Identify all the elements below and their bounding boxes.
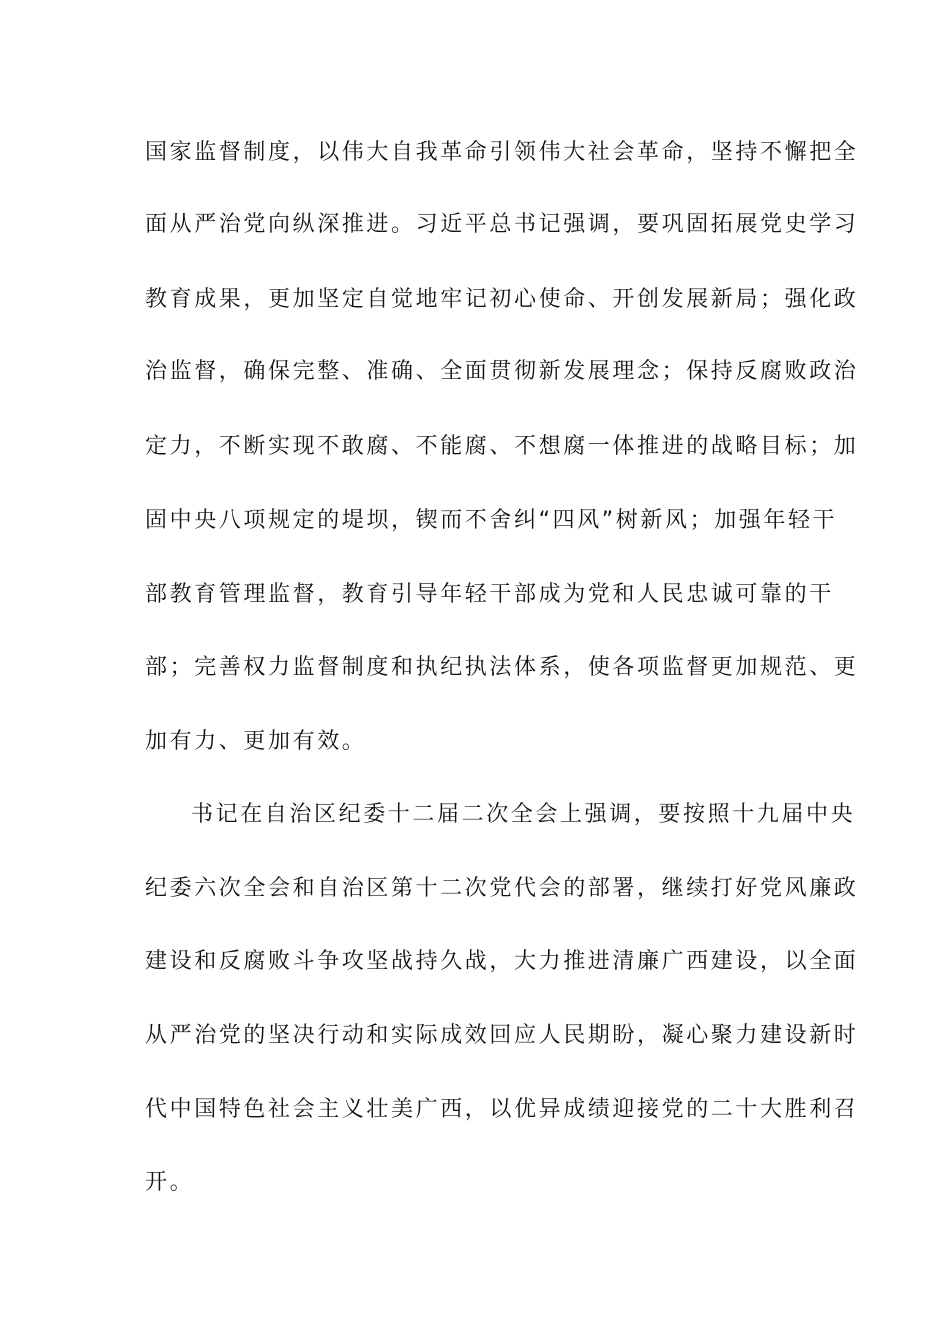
text-line: 教育成果，更加坚定自觉地牢记初心使命、开创发展新局；强化政 [145,287,859,312]
text-line: 定力，不断实现不敢腐、不能腐、不想腐一体推进的战略目标；加 [145,434,859,459]
text-line: 国家监督制度，以伟大自我革命引领伟大社会革命，坚持不懈把全 [145,140,859,165]
text-line: 固中央八项规定的堤坝，锲而不舍纠“四风”树新风；加强年轻干 [145,508,838,533]
text-line: 从严治党的坚决行动和实际成效回应人民期盼，凝心聚力建设新时 [145,1023,859,1048]
text-line: 加有力、更加有效。 [145,729,367,754]
text-line: 纪委六次全会和自治区第十二次党代会的部署，继续打好党风廉政 [145,876,859,901]
text-line: 代中国特色社会主义壮美广西，以优异成绩迎接党的二十大胜利召 [145,1097,859,1122]
text-line: 面从严治党向纵深推进。习近平总书记强调，要巩固拓展党史学习 [145,212,859,237]
text-line: 书记在自治区纪委十二届二次全会上强调，要按照十九届中央 [191,802,856,827]
text-line: 治监督，确保完整、准确、全面贯彻新发展理念；保持反腐败政治 [145,359,859,384]
text-line: 开。 [145,1170,195,1195]
text-line: 建设和反腐败斗争攻坚战持久战，大力推进清廉广西建设，以全面 [145,949,859,974]
text-line: 部；完善权力监督制度和执纪执法体系，使各项监督更加规范、更 [145,655,859,680]
text-line: 部教育管理监督，教育引导年轻干部成为党和人民忠诚可靠的干 [145,582,834,607]
